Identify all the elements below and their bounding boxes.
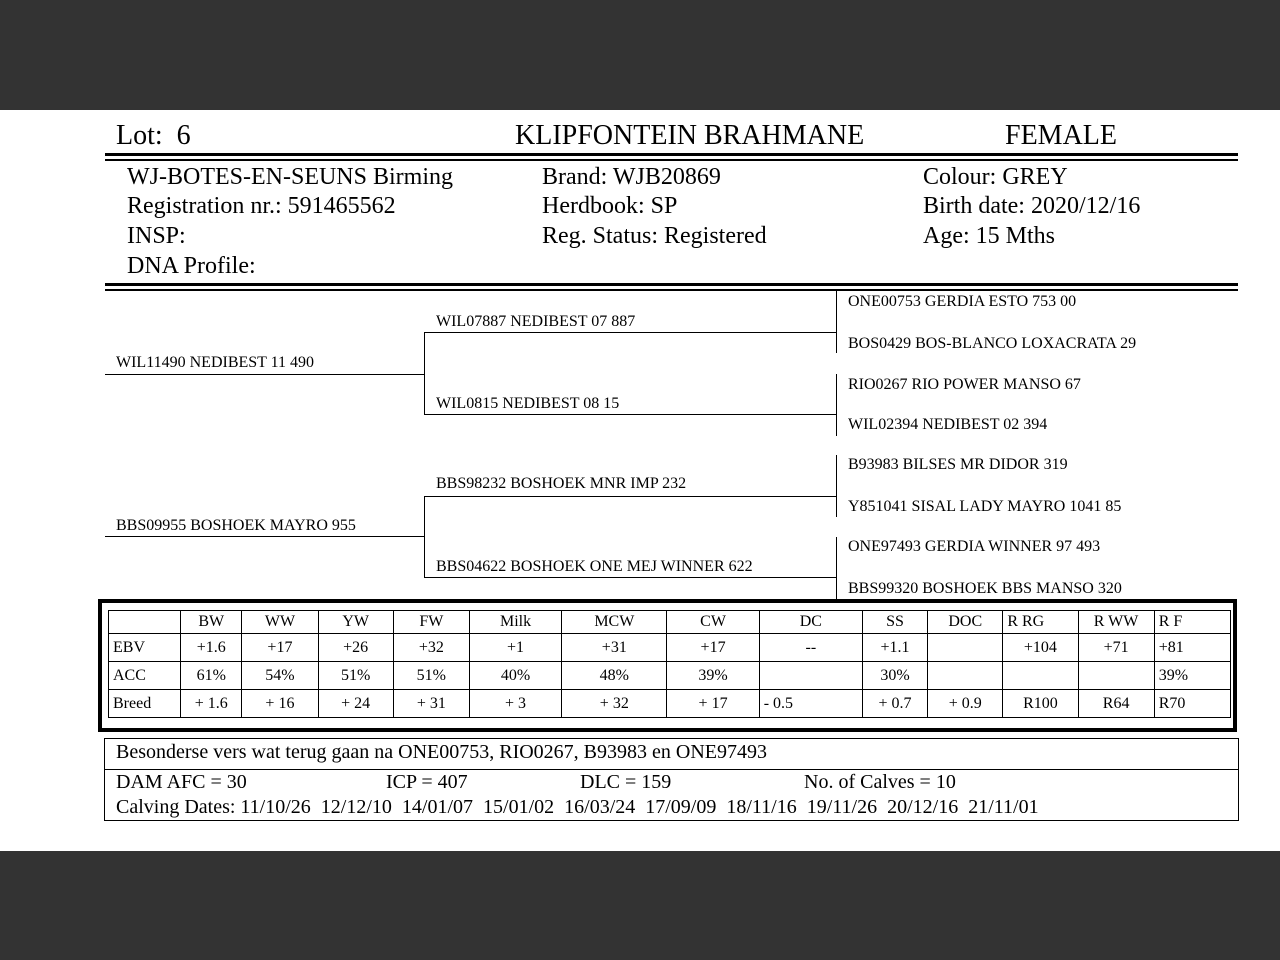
icp: ICP = 407 [386, 771, 468, 793]
table-cell: 39% [667, 662, 759, 690]
dam-afc: DAM AFC = 30 [116, 771, 247, 793]
ebv-col-header: YW [318, 611, 393, 634]
breed-row [109, 690, 1231, 718]
ebv-col-header: WW [242, 611, 318, 634]
table-cell: +71 [1078, 634, 1154, 662]
table-cell: - 0.5 [759, 690, 862, 718]
table-cell: +17 [667, 634, 759, 662]
pedigree-ss-sire: ONE00753 GERDIA ESTO 753 00 [848, 293, 1077, 310]
pedigree-dam-dam: BBS04622 BOSHOEK ONE MEJ WINNER 622 [436, 558, 753, 575]
dd-bracket [836, 537, 837, 599]
owner-name: WJ-BOTES-EN-SEUNS Birming [127, 164, 453, 190]
table-cell: + 17 [667, 690, 759, 718]
sd-line [424, 414, 836, 415]
ebv-col-header: SS [862, 611, 927, 634]
ebv-table [108, 610, 1231, 718]
pedigree-sire-sire: WIL07887 NEDIBEST 07 887 [436, 313, 636, 330]
calving-dates: Calving Dates: 11/10/26 12/12/10 14/01/07 15/01/02 16/03/24 17/09/09 18/11/16 19/11/26 20/12/16 21/11/01 [116, 796, 1039, 818]
colour: Colour: GREY [923, 164, 1068, 190]
row-label: Breed [109, 690, 181, 718]
pedigree-dd-dam: BBS99320 BOSHOEK BBS MANSO 320 [848, 580, 1122, 597]
table-cell: +1.6 [181, 634, 242, 662]
herdbook: Herdbook: SP [542, 193, 678, 219]
sire-line [105, 374, 424, 375]
brand: Brand: WJB20869 [542, 164, 721, 190]
sd-bracket [836, 374, 837, 436]
lot-number: 6 [176, 120, 191, 151]
pedigree-sire: WIL11490 NEDIBEST 11 490 [116, 354, 315, 371]
table-cell [1078, 662, 1154, 690]
remark-text: Besonderse vers wat terug gaan na ONE00753, RIO0267, B93983 en ONE97493 [116, 741, 767, 763]
table-cell: + 24 [318, 690, 393, 718]
table-cell: 51% [318, 662, 393, 690]
table-cell: 40% [469, 662, 561, 690]
ss-line [424, 332, 836, 333]
insp-label: INSP: [127, 223, 186, 249]
table-cell: 48% [562, 662, 667, 690]
table-cell: +1 [469, 634, 561, 662]
ebv-col-header: DOC [928, 611, 1003, 634]
table-cell [759, 662, 862, 690]
table-cell: +32 [393, 634, 469, 662]
lot-label: Lot: 6 [116, 120, 191, 151]
ss-bracket [836, 291, 837, 353]
dam-line [105, 536, 424, 537]
age: Age: 15 Mths [923, 223, 1055, 249]
table-cell [928, 662, 1003, 690]
table-cell: + 3 [469, 690, 561, 718]
info-rule-thin [105, 289, 1238, 291]
table-cell: 39% [1154, 662, 1230, 690]
table-cell: 30% [862, 662, 927, 690]
table-cell: 61% [181, 662, 242, 690]
table-cell: R70 [1154, 690, 1230, 718]
ds-line [424, 496, 836, 497]
dna-profile-label: DNA Profile: [127, 253, 256, 279]
birth-date: Birth date: 2020/12/16 [923, 193, 1141, 219]
ebv-col-header: DC [759, 611, 862, 634]
table-cell: 51% [393, 662, 469, 690]
registration-number: Registration nr.: 591465562 [127, 193, 396, 219]
table-cell: + 32 [562, 690, 667, 718]
ebv-col-header: MCW [562, 611, 667, 634]
pedigree-dd-sire: ONE97493 GERDIA WINNER 97 493 [848, 538, 1101, 555]
ebv-col-header: FW [393, 611, 469, 634]
table-cell: + 0.7 [862, 690, 927, 718]
table-cell: + 16 [242, 690, 318, 718]
table-cell: +17 [242, 634, 318, 662]
pedigree-ds-dam: Y851041 SISAL LADY MAYRO 1041 85 [848, 498, 1122, 515]
dam-bracket [424, 496, 425, 578]
table-cell: 54% [242, 662, 318, 690]
breeder-title: KLIPFONTEIN BRAHMANE [515, 120, 865, 151]
ebv-col-header [109, 611, 181, 634]
pedigree-sire-dam: WIL0815 NEDIBEST 08 15 [436, 395, 620, 412]
dd-line [424, 577, 836, 578]
pedigree-ss-dam: BOS0429 BOS-BLANCO LOXACRATA 29 [848, 335, 1137, 352]
row-label: EBV [109, 634, 181, 662]
table-cell [928, 634, 1003, 662]
table-cell: +31 [562, 634, 667, 662]
header-rule [105, 153, 1238, 156]
reg-status: Reg. Status: Registered [542, 223, 767, 249]
acc-row [109, 662, 1231, 690]
ds-bracket [836, 455, 837, 517]
table-cell: + 1.6 [181, 690, 242, 718]
table-cell: +81 [1154, 634, 1230, 662]
table-cell: + 0.9 [928, 690, 1003, 718]
table-cell: + 31 [393, 690, 469, 718]
ebv-header-row [109, 611, 1231, 634]
ebv-col-header: Milk [469, 611, 561, 634]
ebv-col-header: R RG [1003, 611, 1078, 634]
dlc: DLC = 159 [580, 771, 672, 793]
table-cell: R64 [1078, 690, 1154, 718]
pedigree-ds-sire: B93983 BILSES MR DIDOR 319 [848, 456, 1068, 473]
ebv-col-header: BW [181, 611, 242, 634]
pedigree-sd-sire: RIO0267 RIO POWER MANSO 67 [848, 376, 1081, 393]
ebv-col-header: R WW [1078, 611, 1154, 634]
table-cell: +26 [318, 634, 393, 662]
ebv-row [109, 634, 1231, 662]
header-rule-thin [105, 159, 1238, 161]
sex-label: FEMALE [1005, 120, 1117, 151]
table-cell: R100 [1003, 690, 1078, 718]
calf-count: No. of Calves = 10 [804, 771, 956, 793]
ebv-col-header: R F [1154, 611, 1230, 634]
row-label: ACC [109, 662, 181, 690]
table-cell: +104 [1003, 634, 1078, 662]
ebv-col-header: CW [667, 611, 759, 634]
table-cell [1003, 662, 1078, 690]
table-cell: +1.1 [862, 634, 927, 662]
pedigree-dam-sire: BBS98232 BOSHOEK MNR IMP 232 [436, 475, 687, 492]
pedigree-sd-dam: WIL02394 NEDIBEST 02 394 [848, 416, 1048, 433]
table-cell: -- [759, 634, 862, 662]
info-rule [105, 283, 1238, 286]
pedigree-dam: BBS09955 BOSHOEK MAYRO 955 [116, 517, 356, 534]
sire-bracket [424, 332, 425, 415]
